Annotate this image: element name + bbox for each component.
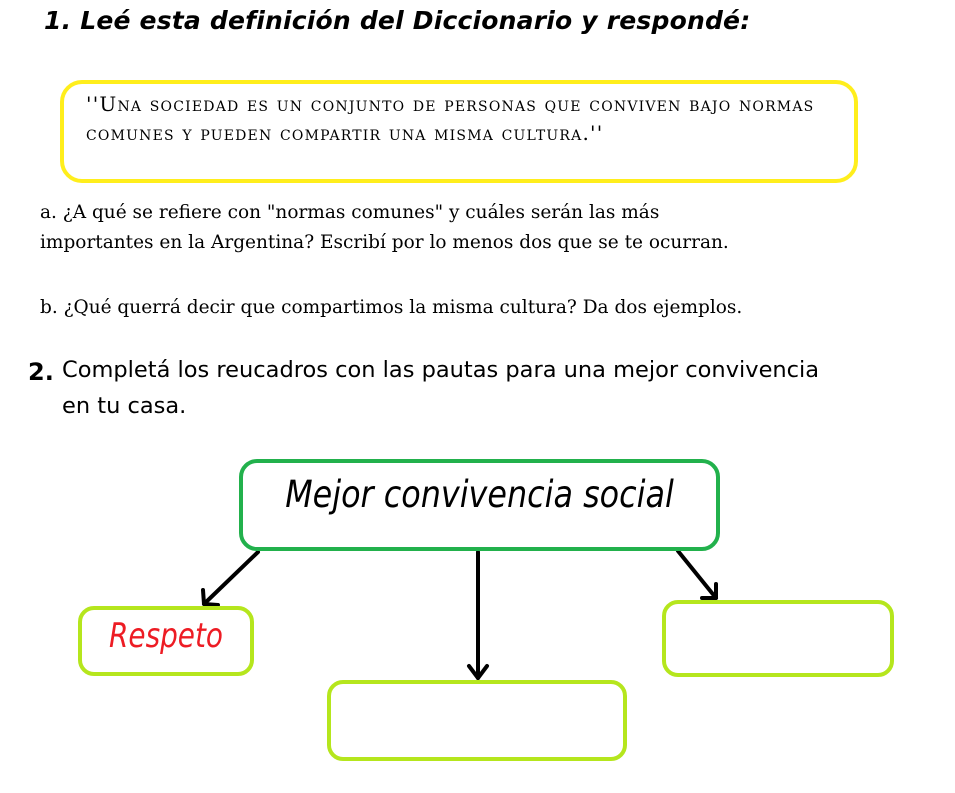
question-1a-line-2: importantes en la Argentina? Escribí por lo menos dos que se te ocurran.: [40, 232, 729, 253]
answer-box-left-text: Respeto: [109, 616, 223, 656]
question-1b: b. ¿Qué querrá decir que compartimos la misma cultura? Da dos ejemplos.: [40, 297, 743, 318]
definition-text: ''Una sociedad es un conjunto de personas que conviven bajo normas comunes y pueden compartir una misma cultura.'': [86, 92, 815, 145]
question-2-line-1: Completá los reucadros con las pautas para una mejor convivencia: [62, 357, 820, 383]
arrow-center: [469, 552, 487, 678]
question-1-title: 1. Leé esta definición del Diccionario y respondé:: [44, 6, 751, 35]
question-2-number: 2.: [28, 358, 54, 386]
question-1a-line-1: a. ¿A qué se refiere con "normas comunes" y cuáles serán las más: [40, 202, 660, 223]
arrow-left: [203, 552, 258, 605]
arrow-right: [678, 551, 716, 598]
main-concept-text: Mejor convivencia social: [285, 473, 674, 516]
question-2-line-2: en tu casa.: [62, 393, 187, 419]
answer-box-center[interactable]: [327, 680, 627, 761]
answer-box-right[interactable]: [662, 600, 894, 677]
